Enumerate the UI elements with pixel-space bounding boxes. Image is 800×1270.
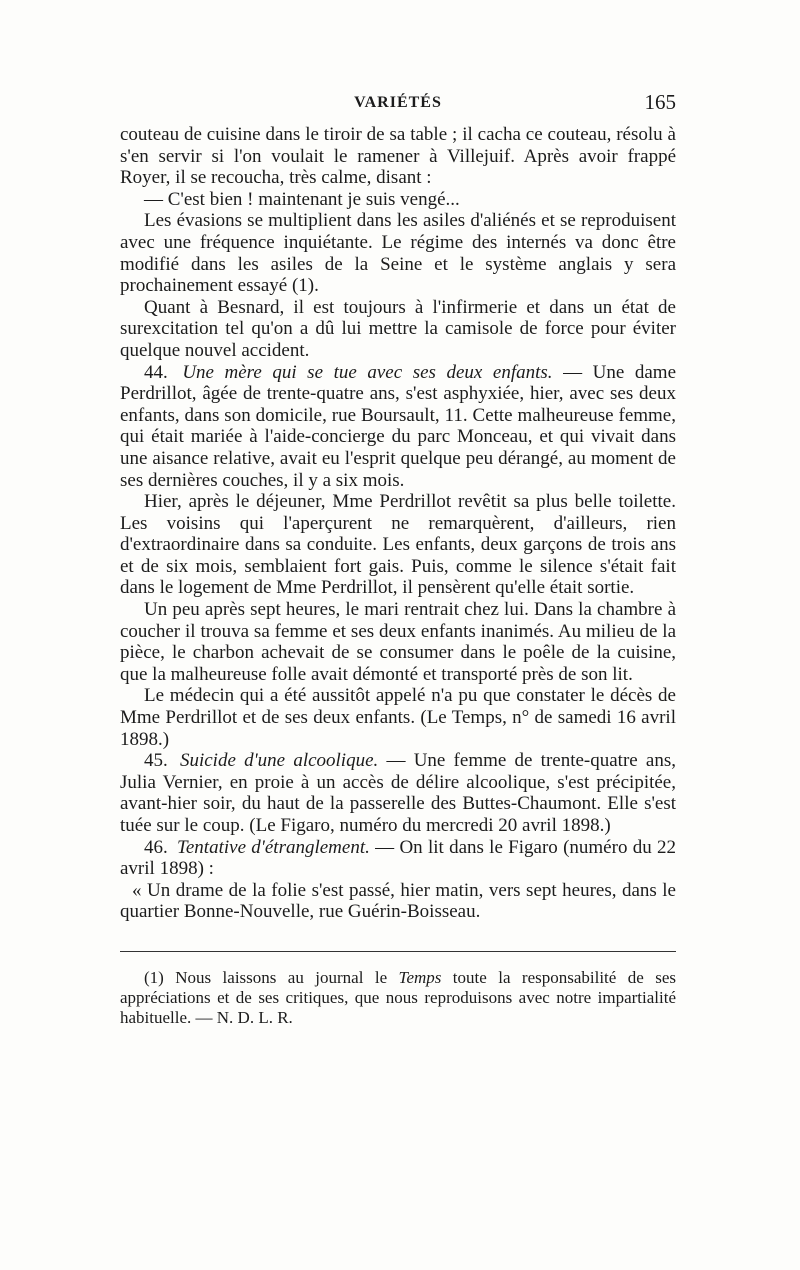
entry-text: — On lit dans le Figaro (numéro du 22 avril 1898) : (120, 836, 677, 880)
footnote-lead: (1) Nous laissons au journal le (144, 967, 399, 987)
document-page (120, 90, 676, 1028)
footnote-text (120, 968, 676, 1028)
entry-title: Tentative d'étranglement. (177, 836, 370, 858)
paragraph: Hier, après le déjeuner, Mme Perdrillot revêtit sa plus belle toilette. Les voisins qui l'aperçurent ne remarquèrent, d'ailleurs, rien d'extraordinaire dans sa conduite. Les enfants, deux garçons de trois ans et de six mois, semblaient fort gais. Puis, comme le silence s'était fait dans le logement de Mme Perdrillot, il pensèrent qu'elle était sortie. (120, 491, 676, 599)
entry-text: — Une dame Perdrillot, âgée de trente-quatre ans, s'est asphyxiée, hier, avec ses deux enfants, dans son domicile, rue Boursault, 11. Cette malheureuse femme, qui était mariée à l'aide-concierge du parc Monceau, et qui vivait dans une aisance relative, avait eu l'esprit quelque peu dérangé, au moment de ses dernières couches, il y a six mois. (120, 361, 677, 491)
entry-text: — Une femme de trente-quatre ans, Julia Vernier, en proie à un accès de délire alcoolique, s'est précipitée, avant-hier soir, du haut de la passerelle des Buttes-Chaumont. Elle s'est tuée sur le coup. (Le Figaro, numéro du mercredi 20 avril 1898.) (120, 750, 677, 836)
page-number: 165 (644, 90, 676, 114)
paragraph: Un peu après sept heures, le mari rentrait chez lui. Dans la chambre à coucher il trouva sa femme et ses deux enfants inanimés. Au milieu de la pièce, le charbon achevait de se consumer dans le poêle de la cuisine, que la malheureuse folle avait démonté et transporté près de son lit. (120, 599, 676, 685)
paragraph: Le médecin qui a été aussitôt appelé n'a pu que constater le décès de Mme Perdrillot et de ses deux enfants. (Le Temps, n° de samedi 16 avril 1898.) (120, 685, 676, 750)
paragraph: — C'est bien ! maintenant je suis vengé... (144, 188, 460, 210)
footnote-rest: toute la responsabilité de ses appréciations et de ses critiques, que nous reproduisons avec notre impartialité habituelle. — N. D. L. R. (120, 967, 676, 1027)
page-header (120, 90, 676, 124)
numbered-entry-44 (120, 362, 676, 492)
numbered-entry-45 (120, 750, 676, 836)
entry-title: Une mère qui se tue avec ses deux enfants. (182, 361, 553, 383)
paragraph: « Un drame de la folie s'est passé, hier matin, vers sept heures, dans le quartier Bonne-Nouvelle, rue Guérin-Boisseau. (120, 879, 676, 923)
paragraph: couteau de cuisine dans le tiroir de sa table ; il cacha ce couteau, résolu à s'en servir si l'on voulait le ramener à Villejuif. Après avoir frappé Royer, il se recoucha, très calme, disant : (120, 124, 676, 189)
body-text (120, 124, 676, 923)
entry-number: 45. (144, 750, 168, 772)
entry-title: Suicide d'une alcoolique. (179, 750, 379, 772)
entry-number: 46. (144, 836, 168, 858)
footnote (120, 968, 676, 1028)
footnote-divider (120, 951, 676, 952)
footnote-journal: Temps (398, 967, 442, 987)
paragraph: Quant à Besnard, il est toujours à l'infirmerie et dans un état de surexcitation tel qu'on a dû lui mettre la camisole de force pour éviter quelque nouvel accident. (120, 296, 676, 361)
numbered-entry-46 (120, 837, 676, 880)
paragraph: Les évasions se multiplient dans les asiles d'aliénés et se reproduisent avec une fréquence inquiétante. Le régime des internés va donc être modifié dans les asiles de la Seine et le système anglais y sera prochainement essayé (1). (120, 210, 676, 297)
entry-number: 44. (144, 361, 168, 383)
running-title: VARIÉTÉS (354, 94, 442, 111)
